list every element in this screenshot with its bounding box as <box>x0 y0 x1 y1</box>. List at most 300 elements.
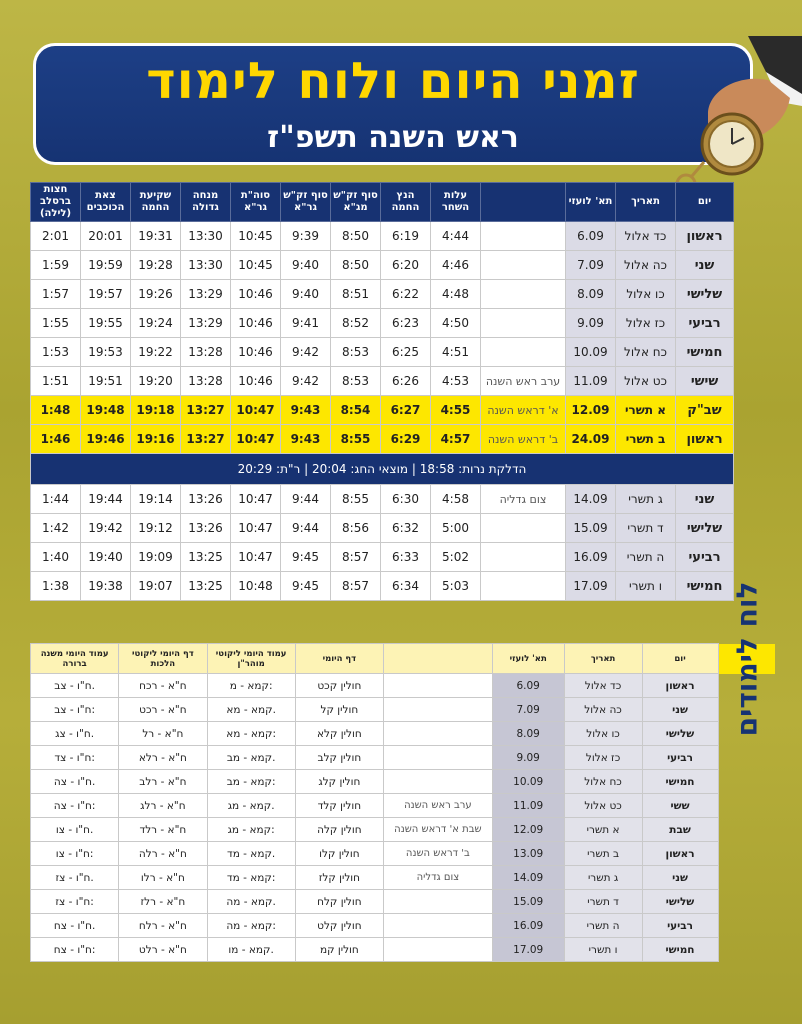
note-cell: צום גדליה <box>481 485 566 514</box>
header-note <box>481 183 566 222</box>
zmanim-row <box>31 367 734 396</box>
time-shema-gra-cell: 9:42 <box>281 367 331 396</box>
time-tzeit-cell: 19:38 <box>81 572 131 601</box>
time-alot-cell: 4:50 <box>431 309 481 338</box>
time-shkia-cell: 19:24 <box>131 309 181 338</box>
zmanim-row <box>31 309 734 338</box>
note-cell: ערב ראש השנה <box>481 367 566 396</box>
time-sof-tefila-cell: 10:47 <box>231 485 281 514</box>
likutei-moharan-cell: קמא - מד. <box>207 842 295 866</box>
note-cell <box>384 938 493 962</box>
note-cell <box>481 309 566 338</box>
time-alot-cell: 5:03 <box>431 572 481 601</box>
hebrew-date-cell: ו תשרי <box>564 938 642 962</box>
likutei-halachot-cell: ח"א - רלא <box>119 746 207 770</box>
time-alot-cell: 4:58 <box>431 485 481 514</box>
zmanim-row <box>31 543 734 572</box>
time-sof-tefila-cell: 10:46 <box>231 338 281 367</box>
note-cell: ערב ראש השנה <box>384 794 493 818</box>
time-shkia-cell: 19:14 <box>131 485 181 514</box>
greg-date-cell: 9.09 <box>566 309 616 338</box>
likutei-moharan-cell: קמא - מ: <box>207 674 295 698</box>
time-chatzot-cell: 1:55 <box>31 309 81 338</box>
time-shkia-cell: 19:16 <box>131 425 181 454</box>
greg-date-cell: 10.09 <box>566 338 616 367</box>
likutei-halachot-cell: ח"א - רכח <box>119 674 207 698</box>
time-shema-gra-cell: 9:44 <box>281 485 331 514</box>
time-shkia-cell: 19:26 <box>131 280 181 309</box>
daf-yomi-cell: חולין קמ <box>295 938 383 962</box>
day-cell: חמישי <box>642 938 718 962</box>
mishna-brura-cell: ח"ו - צב. <box>31 674 119 698</box>
time-netz-cell: 6:25 <box>381 338 431 367</box>
time-chatzot-cell: 1:38 <box>31 572 81 601</box>
note-cell <box>481 338 566 367</box>
time-shema-mga-cell: 8:53 <box>331 338 381 367</box>
time-tzeit-cell: 19:51 <box>81 367 131 396</box>
time-shkia-cell: 19:18 <box>131 396 181 425</box>
day-cell: ראשון <box>676 425 734 454</box>
study-row <box>31 674 776 698</box>
greg-date-cell: 7.09 <box>492 698 564 722</box>
hebrew-date-cell: ד תשרי <box>616 514 676 543</box>
candle-lighting-band <box>31 454 734 485</box>
study-row <box>31 698 776 722</box>
header-greg: תא' לועזי <box>492 644 564 674</box>
likutei-moharan-cell: קמא - מו. <box>207 938 295 962</box>
likutei-halachot-cell: ח"א - רל <box>119 722 207 746</box>
time-sof-tefila-cell: 10:46 <box>231 367 281 396</box>
hebrew-date-cell: א תשרי <box>564 818 642 842</box>
header-netz: הנץ החמה <box>381 183 431 222</box>
mishna-brura-cell: ח"ו - צח. <box>31 914 119 938</box>
day-cell: שישי <box>676 367 734 396</box>
greg-date-cell: 8.09 <box>566 280 616 309</box>
hebrew-date-cell: כט אלול <box>616 367 676 396</box>
day-cell: שלישי <box>642 890 718 914</box>
header-tzeit: צאת הכוכבים <box>81 183 131 222</box>
time-netz-cell: 6:27 <box>381 396 431 425</box>
greg-date-cell: 11.09 <box>492 794 564 818</box>
likutei-halachot-cell: ח"א - רלג <box>119 794 207 818</box>
day-cell: רביעי <box>642 914 718 938</box>
time-shema-gra-cell: 9:43 <box>281 425 331 454</box>
mishna-brura-cell: ח"ו - צז: <box>31 890 119 914</box>
time-shkia-cell: 19:12 <box>131 514 181 543</box>
time-shkia-cell: 19:28 <box>131 251 181 280</box>
time-shkia-cell: 19:31 <box>131 222 181 251</box>
day-cell: ראשון <box>642 674 718 698</box>
greg-date-cell: 17.09 <box>492 938 564 962</box>
study-row <box>31 890 776 914</box>
time-shema-mga-cell: 8:51 <box>331 280 381 309</box>
study-row <box>31 866 776 890</box>
time-sof-tefila-cell: 10:47 <box>231 425 281 454</box>
zmanim-row <box>31 338 734 367</box>
time-mincha-cell: 13:28 <box>181 367 231 396</box>
note-cell <box>481 251 566 280</box>
time-shema-gra-cell: 9:41 <box>281 309 331 338</box>
zmanim-row <box>31 425 734 454</box>
note-cell <box>481 514 566 543</box>
note-cell <box>384 698 493 722</box>
time-chatzot-cell: 1:53 <box>31 338 81 367</box>
greg-date-cell: 11.09 <box>566 367 616 396</box>
header-chatzot: חצות ברסלב (לילה) <box>31 183 81 222</box>
greg-date-cell: 15.09 <box>492 890 564 914</box>
hebrew-date-cell: כה אלול <box>564 698 642 722</box>
hebrew-date-cell: ב תשרי <box>616 425 676 454</box>
daf-yomi-cell: חולין קלה <box>295 818 383 842</box>
time-shema-mga-cell: 8:55 <box>331 425 381 454</box>
time-alot-cell: 4:53 <box>431 367 481 396</box>
time-chatzot-cell: 1:48 <box>31 396 81 425</box>
hebrew-date-cell: כד אלול <box>564 674 642 698</box>
header-likutei-moharan: עמוד היומי ליקוטי מוהר"ן <box>207 644 295 674</box>
hebrew-date-cell: ו תשרי <box>616 572 676 601</box>
time-alot-cell: 4:44 <box>431 222 481 251</box>
likutei-halachot-cell: ח"א - רלח <box>119 914 207 938</box>
time-shema-gra-cell: 9:43 <box>281 396 331 425</box>
day-cell: חמישי <box>676 572 734 601</box>
day-cell: שני <box>676 485 734 514</box>
note-cell <box>384 746 493 770</box>
header-note <box>384 644 493 674</box>
header-likutei-halachot: דף היומי ליקוטי הלכות <box>119 644 207 674</box>
greg-date-cell: 6.09 <box>566 222 616 251</box>
time-chatzot-cell: 1:46 <box>31 425 81 454</box>
header-banner <box>33 43 753 165</box>
page-title: זמני היום ולוח לימוד <box>146 52 640 110</box>
header-daf-yomi: דף היומי <box>295 644 383 674</box>
hebrew-date-cell: ג תשרי <box>564 866 642 890</box>
time-tzeit-cell: 19:44 <box>81 485 131 514</box>
time-chatzot-cell: 1:42 <box>31 514 81 543</box>
hebrew-date-cell: כד אלול <box>616 222 676 251</box>
note-cell <box>481 280 566 309</box>
time-mincha-cell: 13:25 <box>181 543 231 572</box>
time-netz-cell: 6:22 <box>381 280 431 309</box>
study-row <box>31 794 776 818</box>
day-cell: שני <box>642 866 718 890</box>
note-cell: צום גדליה <box>384 866 493 890</box>
likutei-halachot-cell: ח"א - רכט <box>119 698 207 722</box>
time-shema-mga-cell: 8:55 <box>331 485 381 514</box>
likutei-moharan-cell: קמא - מב: <box>207 770 295 794</box>
header-shkia: שקיעת החמה <box>131 183 181 222</box>
header-alot: עלות השחר <box>431 183 481 222</box>
greg-date-cell: 8.09 <box>492 722 564 746</box>
pocket-watch-icon <box>668 36 802 186</box>
time-shema-mga-cell: 8:50 <box>331 222 381 251</box>
greg-date-cell: 13.09 <box>492 842 564 866</box>
time-chatzot-cell: 1:44 <box>31 485 81 514</box>
header-shema-mga: סוף זק"ש מג"א <box>331 183 381 222</box>
time-netz-cell: 6:29 <box>381 425 431 454</box>
zmanim-row <box>31 485 734 514</box>
mishna-brura-cell: ח"ו - צה: <box>31 794 119 818</box>
time-shema-gra-cell: 9:39 <box>281 222 331 251</box>
zmanim-row <box>31 514 734 543</box>
zmanim-table <box>30 182 734 601</box>
header-banner-inner <box>36 46 750 162</box>
hebrew-date-cell: ג תשרי <box>616 485 676 514</box>
time-alot-cell: 4:51 <box>431 338 481 367</box>
time-sof-tefila-cell: 10:47 <box>231 543 281 572</box>
time-mincha-cell: 13:29 <box>181 309 231 338</box>
study-row <box>31 938 776 962</box>
hebrew-date-cell: כו אלול <box>616 280 676 309</box>
likutei-moharan-cell: קמא - מג. <box>207 794 295 818</box>
zmanim-row <box>31 222 734 251</box>
time-tzeit-cell: 20:01 <box>81 222 131 251</box>
time-mincha-cell: 13:25 <box>181 572 231 601</box>
mishna-brura-cell: ח"ו - צב: <box>31 698 119 722</box>
time-sof-tefila-cell: 10:47 <box>231 514 281 543</box>
likutei-moharan-cell: קמא - מב. <box>207 746 295 770</box>
study-side-banner <box>718 581 776 736</box>
greg-date-cell: 7.09 <box>566 251 616 280</box>
time-netz-cell: 6:30 <box>381 485 431 514</box>
greg-date-cell: 12.09 <box>566 396 616 425</box>
note-cell <box>384 722 493 746</box>
greg-date-cell: 16.09 <box>492 914 564 938</box>
daf-yomi-cell: חולין קל <box>295 698 383 722</box>
study-row <box>31 842 776 866</box>
time-tzeit-cell: 19:48 <box>81 396 131 425</box>
time-netz-cell: 6:33 <box>381 543 431 572</box>
time-shema-mga-cell: 8:53 <box>331 367 381 396</box>
zmanim-row <box>31 396 734 425</box>
note-cell: ב' דראש השנה <box>481 425 566 454</box>
mishna-brura-cell: ח"ו - צה. <box>31 770 119 794</box>
hebrew-date-cell: א תשרי <box>616 396 676 425</box>
likutei-moharan-cell: קמא - מא. <box>207 698 295 722</box>
page-subtitle: ראש השנה תשפ"ז <box>267 120 519 155</box>
note-cell <box>481 222 566 251</box>
note-cell <box>481 543 566 572</box>
hebrew-date-cell: כו אלול <box>564 722 642 746</box>
day-cell: שלישי <box>676 514 734 543</box>
daf-yomi-cell: חולין קלב <box>295 746 383 770</box>
study-header-row <box>31 644 776 674</box>
candle-lighting-text: הדלקת נרות: 18:58 | מוצאי החג: 20:04 | ר"ת: 20:29 <box>31 454 734 485</box>
zmanim-row <box>31 572 734 601</box>
note-cell: שבת א' דראש השנה <box>384 818 493 842</box>
time-shkia-cell: 19:07 <box>131 572 181 601</box>
daf-yomi-cell: חולין קלט <box>295 914 383 938</box>
daf-yomi-cell: חולין קלח <box>295 890 383 914</box>
study-row <box>31 770 776 794</box>
likutei-moharan-cell: קמא - מד: <box>207 866 295 890</box>
greg-date-cell: 14.09 <box>566 485 616 514</box>
time-mincha-cell: 13:27 <box>181 396 231 425</box>
note-cell <box>384 914 493 938</box>
likutei-halachot-cell: ח"א - רלב <box>119 770 207 794</box>
time-shema-mga-cell: 8:52 <box>331 309 381 338</box>
note-cell <box>384 890 493 914</box>
hebrew-date-cell: כז אלול <box>564 746 642 770</box>
time-chatzot-cell: 1:57 <box>31 280 81 309</box>
time-tzeit-cell: 19:57 <box>81 280 131 309</box>
time-tzeit-cell: 19:55 <box>81 309 131 338</box>
time-tzeit-cell: 19:53 <box>81 338 131 367</box>
mishna-brura-cell: ח"ו - צז. <box>31 866 119 890</box>
day-cell: רביעי <box>676 543 734 572</box>
mishna-brura-cell: ח"ו - צד: <box>31 746 119 770</box>
hebrew-date-cell: ה תשרי <box>564 914 642 938</box>
time-netz-cell: 6:19 <box>381 222 431 251</box>
time-mincha-cell: 13:30 <box>181 222 231 251</box>
greg-date-cell: 6.09 <box>492 674 564 698</box>
time-shkia-cell: 19:20 <box>131 367 181 396</box>
time-chatzot-cell: 1:40 <box>31 543 81 572</box>
time-mincha-cell: 13:30 <box>181 251 231 280</box>
time-chatzot-cell: 2:01 <box>31 222 81 251</box>
header-shema-gra: סוף זק"ש גר"א <box>281 183 331 222</box>
note-cell <box>481 572 566 601</box>
note-cell: ב' דראש השנה <box>384 842 493 866</box>
likutei-moharan-cell: קמא - מא: <box>207 722 295 746</box>
time-shema-mga-cell: 8:57 <box>331 543 381 572</box>
study-row <box>31 722 776 746</box>
time-sof-tefila-cell: 10:45 <box>231 222 281 251</box>
time-sof-tefila-cell: 10:47 <box>231 396 281 425</box>
time-netz-cell: 6:32 <box>381 514 431 543</box>
study-row <box>31 818 776 842</box>
header-date: תאריך <box>616 183 676 222</box>
time-sof-tefila-cell: 10:46 <box>231 280 281 309</box>
time-shkia-cell: 19:22 <box>131 338 181 367</box>
likutei-halachot-cell: ח"א - רלד <box>119 818 207 842</box>
header-greg: תא' לועזי <box>566 183 616 222</box>
time-mincha-cell: 13:29 <box>181 280 231 309</box>
day-cell: שב"ק <box>676 396 734 425</box>
time-shema-gra-cell: 9:42 <box>281 338 331 367</box>
likutei-moharan-cell: קמא - מה. <box>207 890 295 914</box>
time-tzeit-cell: 19:59 <box>81 251 131 280</box>
likutei-moharan-cell: קמא - מג: <box>207 818 295 842</box>
time-tzeit-cell: 19:42 <box>81 514 131 543</box>
day-cell: רביעי <box>642 746 718 770</box>
hebrew-date-cell: כח אלול <box>616 338 676 367</box>
daf-yomi-cell: חולין קלג <box>295 770 383 794</box>
time-netz-cell: 6:20 <box>381 251 431 280</box>
header-date: תאריך <box>564 644 642 674</box>
time-chatzot-cell: 1:51 <box>31 367 81 396</box>
time-mincha-cell: 13:27 <box>181 425 231 454</box>
day-cell: חמישי <box>676 338 734 367</box>
zmanim-row <box>31 280 734 309</box>
note-cell: א' דראש השנה <box>481 396 566 425</box>
greg-date-cell: 9.09 <box>492 746 564 770</box>
hebrew-date-cell: ד תשרי <box>564 890 642 914</box>
time-alot-cell: 4:57 <box>431 425 481 454</box>
time-netz-cell: 6:34 <box>381 572 431 601</box>
greg-date-cell: 10.09 <box>492 770 564 794</box>
day-cell: ראשון <box>676 222 734 251</box>
time-shema-mga-cell: 8:56 <box>331 514 381 543</box>
time-shema-gra-cell: 9:45 <box>281 543 331 572</box>
study-side-title: לוח לימודים <box>730 581 764 736</box>
time-tzeit-cell: 19:46 <box>81 425 131 454</box>
time-shema-gra-cell: 9:45 <box>281 572 331 601</box>
time-netz-cell: 6:23 <box>381 309 431 338</box>
time-shema-mga-cell: 8:50 <box>331 251 381 280</box>
time-sof-tefila-cell: 10:45 <box>231 251 281 280</box>
time-shema-mga-cell: 8:54 <box>331 396 381 425</box>
day-cell: ראשון <box>642 842 718 866</box>
likutei-halachot-cell: ח"א - רלט <box>119 938 207 962</box>
header-mishna-brura: עמוד היומי משנה ברורה <box>31 644 119 674</box>
greg-date-cell: 15.09 <box>566 514 616 543</box>
time-shema-gra-cell: 9:40 <box>281 251 331 280</box>
time-chatzot-cell: 1:59 <box>31 251 81 280</box>
time-shema-gra-cell: 9:40 <box>281 280 331 309</box>
likutei-halachot-cell: ח"א - רלו <box>119 866 207 890</box>
day-cell: שני <box>676 251 734 280</box>
hebrew-date-cell: ה תשרי <box>616 543 676 572</box>
daf-yomi-cell: חולין קלו <box>295 842 383 866</box>
hebrew-date-cell: כח אלול <box>564 770 642 794</box>
greg-date-cell: 17.09 <box>566 572 616 601</box>
day-cell: רביעי <box>676 309 734 338</box>
study-row <box>31 746 776 770</box>
time-alot-cell: 4:55 <box>431 396 481 425</box>
zmanim-header-row <box>31 183 734 222</box>
time-alot-cell: 5:02 <box>431 543 481 572</box>
header-day: יום <box>676 183 734 222</box>
mishna-brura-cell: ח"ו - צו: <box>31 842 119 866</box>
time-mincha-cell: 13:26 <box>181 514 231 543</box>
greg-date-cell: 16.09 <box>566 543 616 572</box>
study-row <box>31 914 776 938</box>
time-tzeit-cell: 19:40 <box>81 543 131 572</box>
day-cell: שלישי <box>676 280 734 309</box>
greg-date-cell: 14.09 <box>492 866 564 890</box>
mishna-brura-cell: ח"ו - צו. <box>31 818 119 842</box>
greg-date-cell: 24.09 <box>566 425 616 454</box>
header-day: יום <box>642 644 718 674</box>
daf-yomi-cell: חולין קלא <box>295 722 383 746</box>
header-mincha: מנחה גדולה <box>181 183 231 222</box>
daf-yomi-cell: חולין קכט <box>295 674 383 698</box>
day-cell: ששי <box>642 794 718 818</box>
time-sof-tefila-cell: 10:46 <box>231 309 281 338</box>
hebrew-date-cell: כט אלול <box>564 794 642 818</box>
note-cell <box>384 770 493 794</box>
time-netz-cell: 6:26 <box>381 367 431 396</box>
time-shema-mga-cell: 8:57 <box>331 572 381 601</box>
time-mincha-cell: 13:28 <box>181 338 231 367</box>
time-shema-gra-cell: 9:44 <box>281 514 331 543</box>
zmanim-row <box>31 251 734 280</box>
day-cell: שבת <box>642 818 718 842</box>
header-sof-tefila: סוה"ת גר"א <box>231 183 281 222</box>
daf-yomi-cell: חולין קלד <box>295 794 383 818</box>
daf-yomi-cell: חולין קלז <box>295 866 383 890</box>
greg-date-cell: 12.09 <box>492 818 564 842</box>
day-cell: חמישי <box>642 770 718 794</box>
note-cell <box>384 674 493 698</box>
likutei-halachot-cell: ח"א - רלז <box>119 890 207 914</box>
mishna-brura-cell: ח"ו - צח: <box>31 938 119 962</box>
time-alot-cell: 5:00 <box>431 514 481 543</box>
time-sof-tefila-cell: 10:48 <box>231 572 281 601</box>
hebrew-date-cell: כז אלול <box>616 309 676 338</box>
day-cell: שלישי <box>642 722 718 746</box>
mishna-brura-cell: ח"ו - צג. <box>31 722 119 746</box>
